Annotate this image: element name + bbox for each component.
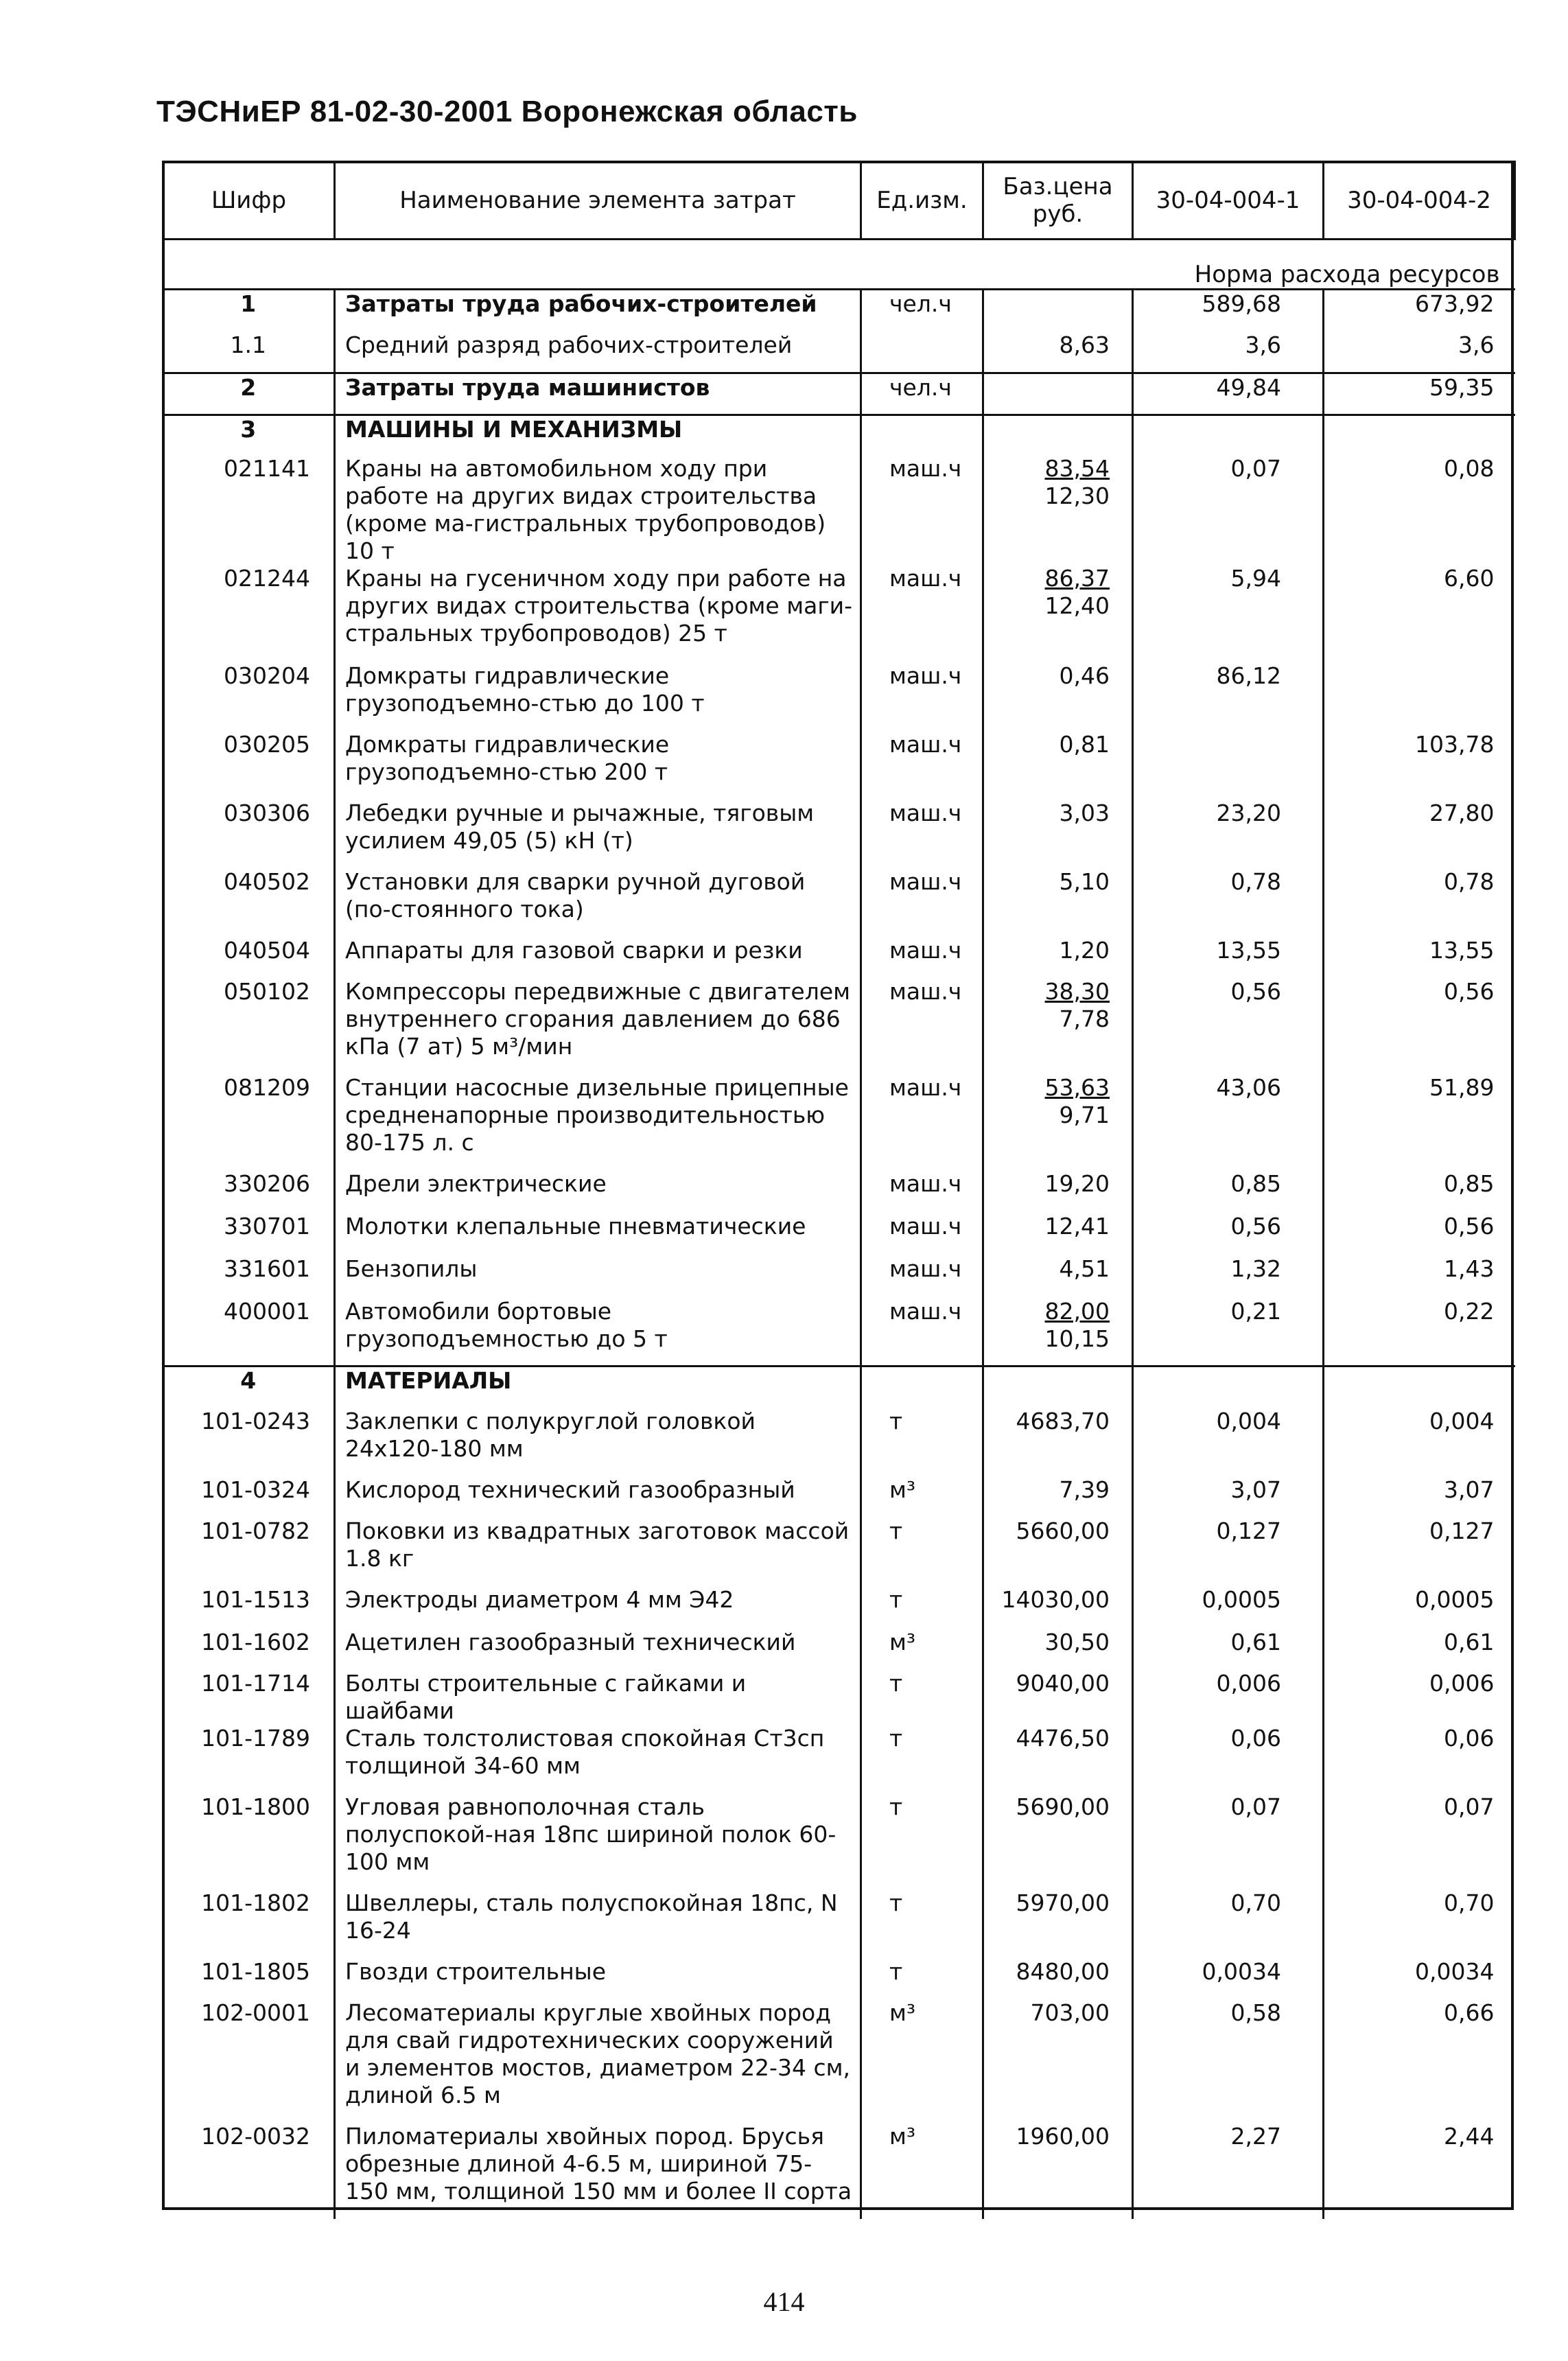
cell-code: 101-1513	[201, 1585, 310, 1613]
cell-norm-col1: 0,56	[1133, 978, 1324, 1074]
cell-price	[983, 937, 1133, 978]
cell-name: Пиломатериалы хвойных пород. Брусья обрезные длиной 4-6.5 м, шириной 75-150 мм, толщиной 150 мм и более II сорта	[335, 2123, 861, 2219]
table-row	[163, 415, 1515, 455]
table-row	[163, 290, 1515, 332]
price-value: 7,39	[1059, 1476, 1110, 1503]
cell-name: Дрели электрические	[335, 1170, 861, 1213]
cell-price	[983, 415, 1133, 455]
price-value: 4476,50	[1016, 1724, 1110, 1752]
cell-norm-col2: 6,60	[1324, 565, 1515, 662]
cell-name: Поковки из квадратных заготовок массой 1.8 кг	[335, 1517, 861, 1586]
table-row	[163, 662, 1515, 731]
cell-norm-col1: 0,78	[1133, 868, 1324, 937]
cell-unit	[861, 415, 983, 455]
cell-unit: маш.ч	[861, 868, 983, 937]
cell-name: Автомобили бортовые грузоподъемностью до 5 т	[335, 1298, 861, 1366]
table-row	[163, 1170, 1515, 1213]
table-row	[163, 2123, 1515, 2219]
cell-unit: т	[861, 1586, 983, 1629]
cell-unit	[861, 332, 983, 373]
cell-norm-col2: 59,35	[1324, 373, 1515, 415]
cell-code: 101-0782	[201, 1517, 310, 1544]
cell-code: 3	[163, 415, 335, 455]
cell-norm-col2: 0,85	[1324, 1170, 1515, 1213]
cell-name: Молотки клепальные пневматические	[335, 1213, 861, 1255]
cell-norm-col2: 0,61	[1324, 1629, 1515, 1670]
cell-name: Гвозди строительные	[335, 1958, 861, 1999]
cell-name: Кислород технический газообразный	[335, 1476, 861, 1517]
cell-code: 101-1802	[201, 1889, 310, 1916]
cell-name: Ацетилен газообразный технический	[335, 1629, 861, 1670]
cell-unit: м³	[861, 1999, 983, 2123]
cell-norm-col1: 23,20	[1133, 800, 1324, 868]
cell-norm-col2: 1,43	[1324, 1255, 1515, 1298]
price-value: 82,00	[1044, 1297, 1110, 1325]
price-value: 53,63	[1044, 1073, 1110, 1101]
cell-code: 050102	[224, 977, 310, 1005]
header-unit: Ед.изм.	[861, 162, 983, 240]
cell-code: 040502	[224, 868, 310, 895]
cell-unit: маш.ч	[861, 662, 983, 731]
cell-norm-col1: 86,12	[1133, 662, 1324, 731]
cell-norm-col2: 3,6	[1324, 332, 1515, 373]
cell-price	[983, 1629, 1133, 1670]
table-row	[163, 1255, 1515, 1298]
cell-name: Бензопилы	[335, 1255, 861, 1298]
cell-code: 102-0032	[201, 2122, 310, 2150]
cell-name: Электроды диаметром 4 мм Э42	[335, 1586, 861, 1629]
table-row	[163, 1586, 1515, 1629]
cell-norm-col2: 0,56	[1324, 978, 1515, 1074]
table-row	[163, 1517, 1515, 1586]
cell-name: Краны на автомобильном ходу при работе на других видах строительства (кроме ма-гистральных трубопроводов) 10 т	[335, 455, 861, 565]
cell-norm-col2: 103,78	[1324, 731, 1515, 800]
price-value: 38,30	[1044, 977, 1110, 1005]
cell-norm-col2: 0,06	[1324, 1725, 1515, 1793]
cell-norm-col1: 13,55	[1133, 937, 1324, 978]
cell-unit: чел.ч	[861, 290, 983, 332]
cell-name: Швеллеры, сталь полуспокойная 18пс, N 16-24	[335, 1889, 861, 1958]
table-row	[163, 731, 1515, 800]
cell-code: 101-1602	[201, 1628, 310, 1655]
cell-price	[983, 1170, 1133, 1213]
table-row	[163, 1670, 1515, 1725]
table-row	[163, 455, 1515, 565]
price-value: 5970,00	[1016, 1889, 1110, 1916]
cell-norm-col1: 0,127	[1133, 1517, 1324, 1586]
cell-norm-col2	[1324, 1366, 1515, 1408]
price-value: 30,50	[1044, 1628, 1110, 1655]
cell-norm-col2: 0,07	[1324, 1793, 1515, 1889]
cell-name: Домкраты гидравлические грузоподъемно-стью 200 т	[335, 731, 861, 800]
cell-norm-col1: 0,0034	[1133, 1958, 1324, 1999]
price-value: 4,51	[1059, 1255, 1110, 1282]
cell-code: 1.1	[230, 331, 266, 358]
cell-norm-col1: 589,68	[1133, 290, 1324, 332]
cell-norm-col1: 0,56	[1133, 1213, 1324, 1255]
cell-norm-col2: 2,44	[1324, 2123, 1515, 2219]
price-secondary-value: 9,71	[1059, 1101, 1110, 1128]
table-row	[163, 565, 1515, 662]
table-row	[163, 978, 1515, 1074]
cell-unit: маш.ч	[861, 455, 983, 565]
cell-norm-col1: 2,27	[1133, 2123, 1324, 2219]
cell-unit: маш.ч	[861, 978, 983, 1074]
cell-norm-col1: 0,61	[1133, 1629, 1324, 1670]
cell-code: 102-0001	[201, 1999, 310, 2026]
cell-price	[983, 1074, 1133, 1170]
price-value: 86,37	[1044, 564, 1110, 592]
cell-norm-col1: 0,0005	[1133, 1586, 1324, 1629]
cell-price	[983, 565, 1133, 662]
cell-norm-col1	[1133, 731, 1324, 800]
cell-name: Угловая равнополочная сталь полуспокой-ная 18пс шириной полок 60-100 мм	[335, 1793, 861, 1889]
table-row	[163, 1408, 1515, 1476]
cell-name: Затраты труда машинистов	[335, 373, 861, 415]
cell-code: 030205	[224, 730, 310, 758]
cell-code: 1	[240, 290, 257, 317]
cell-code: 4	[163, 1366, 335, 1408]
header-name: Наименование элемента затрат	[335, 162, 861, 240]
price-value: 8480,00	[1016, 1957, 1110, 1985]
cell-code: 081209	[224, 1073, 310, 1101]
cell-unit: т	[861, 1517, 983, 1586]
cell-unit: м³	[861, 2123, 983, 2219]
cell-code: 101-0243	[201, 1407, 310, 1434]
cell-price	[983, 731, 1133, 800]
norm-label: Норма расхода ресурсов	[163, 240, 1515, 290]
table-row	[163, 937, 1515, 978]
price-value: 0,46	[1059, 662, 1110, 689]
cell-norm-col2: 0,56	[1324, 1213, 1515, 1255]
cell-norm-col2: 673,92	[1324, 290, 1515, 332]
cell-unit: чел.ч	[861, 373, 983, 415]
cell-price	[983, 332, 1133, 373]
cell-price	[983, 1889, 1133, 1958]
cell-price	[983, 1255, 1133, 1298]
cell-code: 2	[163, 373, 335, 415]
cell-norm-col2: 0,22	[1324, 1298, 1515, 1366]
table-row	[163, 332, 1515, 373]
table-row	[163, 1629, 1515, 1670]
cell-norm-col2	[1324, 662, 1515, 731]
cell-name: Установки для сварки ручной дуговой (по-стоянного тока)	[335, 868, 861, 937]
cell-code: 330701	[224, 1212, 310, 1240]
resource-table	[162, 161, 1516, 2219]
cell-norm-col1	[1133, 1366, 1324, 1408]
cell-name: МАТЕРИАЛЫ	[335, 1366, 861, 1408]
table-header	[163, 162, 1515, 240]
cell-code: 021141	[224, 454, 310, 482]
cell-name: Заклепки с полукруглой головкой 24х120-180 мм	[335, 1408, 861, 1476]
cell-price	[983, 1670, 1133, 1725]
cell-norm-col2: 0,08	[1324, 455, 1515, 565]
cell-unit: т	[861, 1889, 983, 1958]
cell-name: Лесоматериалы круглые хвойных пород для свай гидротехнических сооружений и элементов мостов, диаметром 22-34 см, длиной 6.5 м	[335, 1999, 861, 2123]
table-row	[163, 1999, 1515, 2123]
cell-norm-col1: 3,07	[1133, 1476, 1324, 1517]
table-row	[163, 1889, 1515, 1958]
price-value: 0,81	[1059, 730, 1110, 758]
cell-code: 030204	[224, 662, 310, 689]
cell-norm-col1: 43,06	[1133, 1074, 1324, 1170]
cell-norm-col2: 0,66	[1324, 1999, 1515, 2123]
cell-norm-col2: 27,80	[1324, 800, 1515, 868]
cell-price	[983, 1476, 1133, 1517]
table-row	[163, 868, 1515, 937]
cell-unit: т	[861, 1958, 983, 1999]
cell-norm-col2: 13,55	[1324, 937, 1515, 978]
cell-norm-col1: 0,004	[1133, 1408, 1324, 1476]
document-title: ТЭСНиЕР 81-02-30-2001 Воронежская область	[156, 95, 858, 128]
cell-price	[983, 455, 1133, 565]
cell-norm-col2: 0,78	[1324, 868, 1515, 937]
cell-norm-col1: 0,006	[1133, 1670, 1324, 1725]
price-value: 12,41	[1044, 1212, 1110, 1240]
table-body	[163, 240, 1515, 2219]
cell-price	[983, 1999, 1133, 2123]
cell-code: 400001	[224, 1297, 310, 1325]
cell-price	[983, 800, 1133, 868]
cell-norm-col1: 0,70	[1133, 1889, 1324, 1958]
cell-norm-col2	[1324, 415, 1515, 455]
cell-unit: т	[861, 1725, 983, 1793]
cell-name: Станции насосные дизельные прицепные средненапорные производительностью 80-175 л. с	[335, 1074, 861, 1170]
cell-unit: маш.ч	[861, 1213, 983, 1255]
cell-unit: маш.ч	[861, 800, 983, 868]
cell-norm-col1: 0,85	[1133, 1170, 1324, 1213]
cell-norm-col2: 51,89	[1324, 1074, 1515, 1170]
cell-norm-col1: 0,07	[1133, 1793, 1324, 1889]
cell-code: 040504	[224, 936, 310, 964]
cell-norm-col1	[1133, 415, 1324, 455]
cell-price	[983, 662, 1133, 731]
header-col1: 30-04-004-1	[1133, 162, 1324, 240]
cell-norm-col2: 0,0034	[1324, 1958, 1515, 1999]
table-row	[163, 800, 1515, 868]
price-value: 5690,00	[1016, 1793, 1110, 1820]
cell-price	[983, 2123, 1133, 2219]
cell-norm-col2: 3,07	[1324, 1476, 1515, 1517]
cell-code: 101-1800	[201, 1793, 310, 1820]
price-value: 703,00	[1030, 1999, 1110, 2026]
price-value: 19,20	[1044, 1170, 1110, 1197]
cell-code: 331601	[224, 1255, 310, 1282]
cell-price	[983, 1213, 1133, 1255]
cell-price	[983, 1517, 1133, 1586]
cell-norm-col1: 3,6	[1133, 332, 1324, 373]
cell-unit: маш.ч	[861, 1255, 983, 1298]
cell-code: 330206	[224, 1170, 310, 1197]
cell-price	[983, 1366, 1133, 1408]
cell-norm-col2: 0,127	[1324, 1517, 1515, 1586]
cell-price	[983, 1298, 1133, 1366]
cell-code: 101-1714	[201, 1669, 310, 1697]
table-row	[163, 1366, 1515, 1408]
cell-price	[983, 1408, 1133, 1476]
cell-norm-col1: 5,94	[1133, 565, 1324, 662]
cell-price	[983, 978, 1133, 1074]
table-row	[163, 1213, 1515, 1255]
cell-norm-col2: 0,004	[1324, 1408, 1515, 1476]
price-secondary-value: 12,30	[1044, 482, 1110, 509]
cell-norm-col1: 1,32	[1133, 1255, 1324, 1298]
cell-name: Домкраты гидравлические грузоподъемно-стью до 100 т	[335, 662, 861, 731]
table-row	[163, 1793, 1515, 1889]
header-price	[983, 162, 1133, 240]
cell-price	[983, 290, 1133, 332]
cell-price	[983, 373, 1133, 415]
cell-name: МАШИНЫ И МЕХАНИЗМЫ	[335, 415, 861, 455]
cell-code: 021244	[224, 564, 310, 592]
cell-norm-col1: 0,06	[1133, 1725, 1324, 1793]
price-value: 1,20	[1059, 936, 1110, 964]
cell-code: 101-1789	[201, 1724, 310, 1752]
cell-unit: маш.ч	[861, 731, 983, 800]
cell-unit: т	[861, 1793, 983, 1889]
header-price-line1: Баз.цена	[1003, 173, 1113, 200]
price-value: 1960,00	[1016, 2122, 1110, 2150]
cell-price	[983, 1725, 1133, 1793]
cell-name: Лебедки ручные и рычажные, тяговым усилием 49,05 (5) кН (т)	[335, 800, 861, 868]
price-value: 14030,00	[1001, 1585, 1110, 1613]
price-secondary-value: 12,40	[1044, 592, 1110, 619]
price-secondary-value: 10,15	[1044, 1325, 1110, 1352]
cell-unit: м³	[861, 1629, 983, 1670]
cell-name: Аппараты для газовой сварки и резки	[335, 937, 861, 978]
cell-norm-col1: 0,58	[1133, 1999, 1324, 2123]
cell-norm-col2: 0,70	[1324, 1889, 1515, 1958]
cell-price	[983, 1586, 1133, 1629]
price-value: 9040,00	[1016, 1669, 1110, 1697]
cell-unit: маш.ч	[861, 937, 983, 978]
price-secondary-value: 7,78	[1059, 1005, 1110, 1032]
cell-price	[983, 1958, 1133, 1999]
header-code: Шифр	[163, 162, 335, 240]
table-row	[163, 373, 1515, 415]
table-row	[163, 1476, 1515, 1517]
cell-unit: маш.ч	[861, 1074, 983, 1170]
cell-name: Средний разряд рабочих-строителей	[335, 332, 861, 373]
header-price-line2: руб.	[1032, 200, 1084, 228]
cell-unit	[861, 1366, 983, 1408]
table-row	[163, 1958, 1515, 1999]
price-value: 3,03	[1059, 799, 1110, 826]
cell-unit: м³	[861, 1476, 983, 1517]
cell-unit: т	[861, 1670, 983, 1725]
cell-code: 030306	[224, 799, 310, 826]
cell-name: Затраты труда рабочих-строителей	[335, 290, 861, 332]
cell-code: 101-0324	[201, 1476, 310, 1503]
price-value: 83,54	[1044, 454, 1110, 482]
cell-name: Краны на гусеничном ходу при работе на других видах строительства (кроме маги-стральных трубопроводов) 25 т	[335, 565, 861, 662]
page-number: 414	[763, 2286, 805, 2317]
cell-norm-col2: 0,0005	[1324, 1586, 1515, 1629]
table-row	[163, 1725, 1515, 1793]
norm-header-row	[163, 240, 1515, 290]
cell-norm-col2: 0,006	[1324, 1670, 1515, 1725]
cell-norm-col1: 49,84	[1133, 373, 1324, 415]
cell-price	[983, 1793, 1133, 1889]
cell-unit: маш.ч	[861, 1298, 983, 1366]
header-col2: 30-04-004-2	[1324, 162, 1515, 240]
price-value: 4683,70	[1016, 1407, 1110, 1434]
price-value: 8,63	[1059, 331, 1110, 358]
cell-name: Болты строительные с гайками и шайбами	[335, 1670, 861, 1725]
cell-unit: маш.ч	[861, 565, 983, 662]
cell-price	[983, 868, 1133, 937]
cell-code: 101-1805	[201, 1957, 310, 1985]
price-value: 5,10	[1059, 868, 1110, 895]
cell-norm-col1: 0,07	[1133, 455, 1324, 565]
price-value: 5660,00	[1016, 1517, 1110, 1544]
table-row	[163, 1298, 1515, 1366]
cell-name: Сталь толстолистовая спокойная Ст3сп толщиной 34-60 мм	[335, 1725, 861, 1793]
table-row	[163, 1074, 1515, 1170]
cell-unit: т	[861, 1408, 983, 1476]
cell-norm-col1: 0,21	[1133, 1298, 1324, 1366]
cell-unit: маш.ч	[861, 1170, 983, 1213]
cell-name: Компрессоры передвижные с двигателем внутреннего сгорания давлением до 686 кПа (7 ат) 5 м³/мин	[335, 978, 861, 1074]
